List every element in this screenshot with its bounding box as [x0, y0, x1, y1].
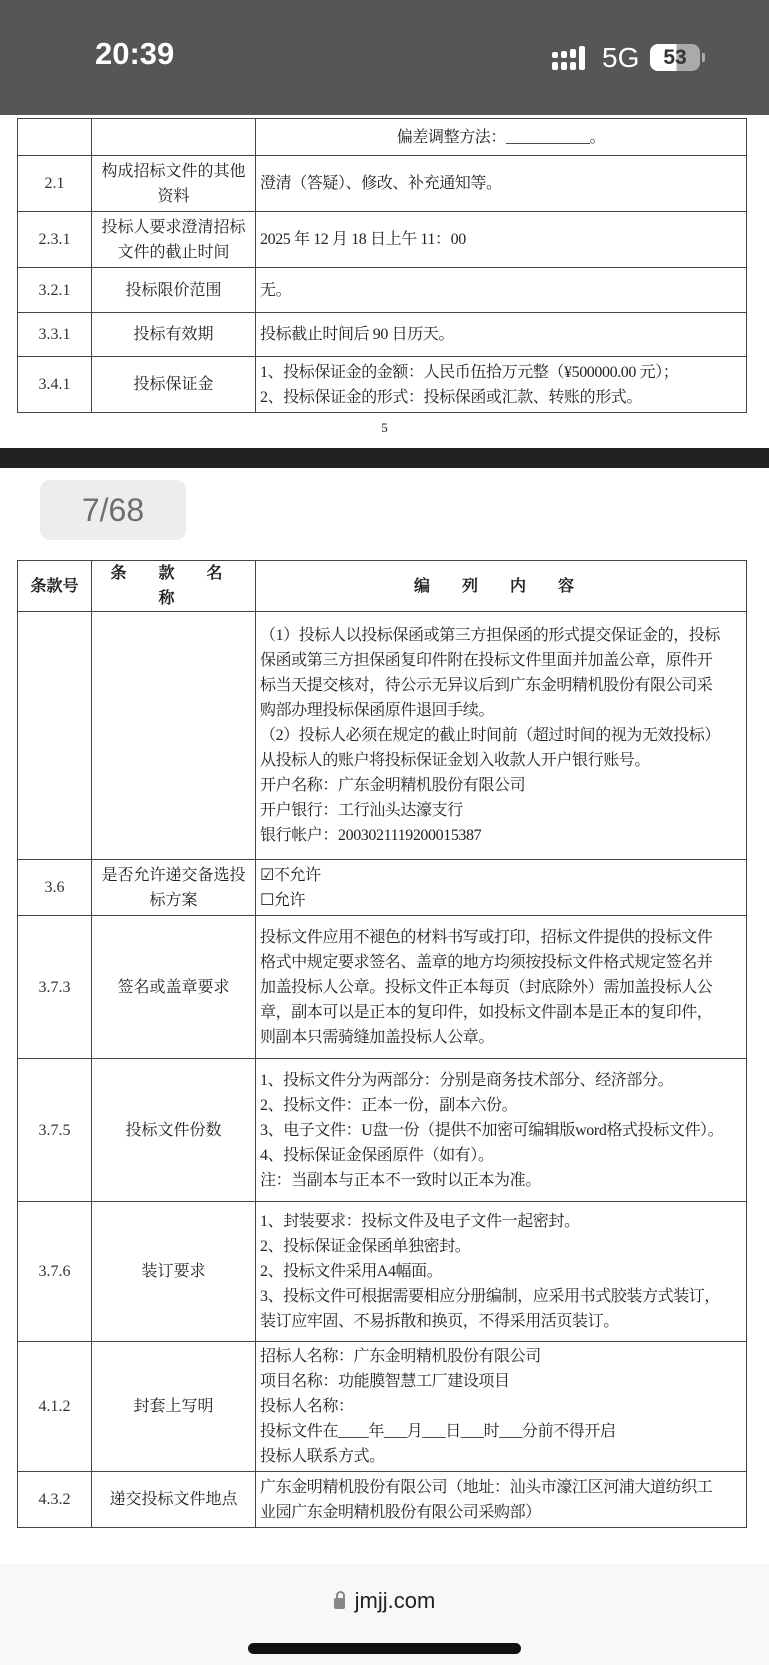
page-number: 5 — [381, 420, 388, 435]
clause-name — [92, 357, 256, 413]
content-line: 装订应牢固、不易拆散和换页，不得采用活页装订。 — [260, 1313, 619, 1330]
table-row — [18, 268, 747, 313]
clause-number: 3.2.1 — [18, 268, 92, 313]
clause-name-line: 投标限价范围 — [125, 281, 222, 299]
clause-content — [256, 268, 747, 313]
clause-name — [92, 313, 256, 357]
clause-name — [92, 916, 256, 1059]
content-line: 2、投标保证金的形式：投标保函或汇款、转账的形式。 — [260, 388, 643, 406]
table-row — [18, 1342, 747, 1472]
table-row — [18, 916, 747, 1059]
clause-number: 3.4.1 — [18, 357, 92, 413]
table-row — [18, 119, 747, 156]
clause-name-line: 投标人要求澄清招标 — [101, 218, 246, 236]
header-clause-number: 条款号 — [18, 561, 92, 612]
content-line: 澄清（答疑）、修改、补充通知等。 — [260, 175, 502, 192]
address-bar[interactable] — [0, 1588, 769, 1614]
content-line: 银行帐户：2003021119200015387 — [260, 827, 482, 844]
clause-name — [92, 268, 256, 313]
clause-name-line: 封套上写明 — [133, 1398, 214, 1415]
clause-content — [256, 1342, 747, 1472]
content-line: 投标截止时间后 90 日历天。 — [260, 326, 455, 343]
content-line: 开户名称：广东金明精机股份有限公司 — [260, 777, 526, 794]
content-line: （2）投标人必须在规定的截止时间前（超过时间的视为无效投标） — [260, 727, 721, 744]
clause-name — [92, 212, 256, 268]
table-row — [18, 1472, 747, 1528]
clause-name — [92, 156, 256, 212]
clock: 20:39 — [95, 36, 175, 71]
clause-name-line: 投标文件份数 — [125, 1121, 222, 1139]
content-line: 项目名称：功能膜智慧工厂建设项目 — [260, 1373, 510, 1390]
header-clause-name: 条 款 名 称 — [92, 561, 256, 612]
table-header-row — [18, 561, 747, 612]
content-line: ☐允许 — [260, 891, 306, 909]
battery-icon — [650, 44, 700, 71]
content-line: 格式中规定要求签名、盖章的地方均须按投标文件格式规定签名并 — [260, 953, 713, 971]
clause-name — [92, 119, 256, 156]
browser-bottom-bar — [0, 1564, 769, 1665]
content-line: 3、投标文件可根据需要相应分册编制，应采用书式胶装方式装订， — [260, 1288, 721, 1305]
clause-number: 4.1.2 — [18, 1342, 92, 1472]
content-line: 投标文件应用不褪色的材料书写或打印，招标文件提供的投标文件 — [260, 928, 713, 946]
content-line: 保函或第三方担保函复印件附在投标文件里面并加盖公章，原件开 — [260, 652, 713, 669]
content-line: 从投标人的账户将投标保证金划入收款人开户银行账号。 — [260, 752, 651, 769]
clause-number — [18, 612, 92, 860]
clause-content — [256, 612, 747, 860]
clause-content — [256, 119, 747, 156]
clause-name — [92, 1342, 256, 1472]
content-line: 广东金明精机股份有限公司（地址：汕头市濠江区河浦大道纺织工 — [260, 1478, 713, 1496]
clause-name — [92, 1472, 256, 1528]
table-row — [18, 860, 747, 916]
clause-number: 3.3.1 — [18, 313, 92, 357]
page-divider — [0, 448, 769, 468]
home-indicator[interactable] — [248, 1643, 521, 1654]
content-line: 招标人名称：广东金明精机股份有限公司 — [260, 1348, 541, 1365]
content-line: 投标人联系方式。 — [260, 1448, 385, 1465]
url-text: jmjj.com — [354, 1588, 436, 1613]
content-line: 2、投标保证金保函单独密封。 — [260, 1238, 471, 1255]
clause-content — [256, 1202, 747, 1342]
clause-number: 2.1 — [18, 156, 92, 212]
content-line: 1、投标文件分为两部分：分别是商务技术部分、经济部分。 — [260, 1071, 674, 1089]
content-line: 注：当副本与正本不一致时以正本为准。 — [260, 1171, 541, 1189]
clause-name — [92, 612, 256, 860]
header-content: 编 列 内 容 — [256, 561, 747, 612]
battery-level: 53 — [663, 46, 687, 69]
document-table-page6 — [17, 560, 747, 1528]
content-line: 2、投标文件采用A4幅面。 — [260, 1263, 443, 1280]
table-row — [18, 1202, 747, 1342]
content-line: 无。 — [260, 281, 292, 299]
clause-content — [256, 916, 747, 1059]
clause-content — [256, 313, 747, 357]
content-line: 加盖投标人公章。投标文件正本每页（封底除外）需加盖投标人公 — [260, 978, 713, 996]
table-row — [18, 313, 747, 357]
clause-content — [256, 156, 747, 212]
content-line: 则副本只需骑缝加盖投标人公章。 — [260, 1028, 495, 1046]
clause-name — [92, 1202, 256, 1342]
table-row — [18, 156, 747, 212]
table-row — [18, 212, 747, 268]
content-line: 3、电子文件：U盘一份（提供不加密可编辑版word格式投标文件）。 — [260, 1121, 724, 1139]
clause-name-line: 递交投标文件地点 — [109, 1491, 238, 1508]
content-line: ☑不允许 — [260, 866, 321, 884]
content-line: （1）投标人以投标保函或第三方担保函的形式提交保证金的，投标 — [260, 627, 721, 644]
clause-content — [256, 1059, 747, 1202]
clause-content — [256, 1472, 747, 1528]
clause-name-line: 投标保证金 — [133, 376, 214, 393]
content-line: 业园广东金明精机股份有限公司采购部） — [260, 1503, 541, 1521]
table-row — [18, 1059, 747, 1202]
content-line: 1、投标保证金的金额：人民币伍拾万元整（¥500000.00 元）； — [260, 363, 679, 381]
clause-name — [92, 860, 256, 916]
network-type: 5G — [602, 42, 640, 73]
table-row — [18, 357, 747, 413]
clause-content — [256, 212, 747, 268]
lock-icon — [334, 1598, 345, 1609]
clause-number: 2.3.1 — [18, 212, 92, 268]
clause-name-line: 投标有效期 — [133, 326, 214, 343]
clause-name-line: 文件的截止时间 — [117, 243, 230, 261]
clause-name-line: 标方案 — [149, 891, 198, 909]
clause-name-line: 签名或盖章要求 — [117, 978, 230, 996]
clause-number: 3.7.3 — [18, 916, 92, 1059]
content-line: 标当天提交核对，待公示无异议后到广东金明精机股份有限公司采 — [260, 677, 713, 694]
content-line: 2、投标文件：正本一份，副本六份。 — [260, 1096, 518, 1114]
clause-content — [256, 357, 747, 413]
content-line: 2025 年 12 月 18 日上午 11：00 — [260, 231, 466, 248]
clause-name-line: 构成招标文件的其他 — [101, 162, 246, 180]
content-line: 购部办理投标保函原件退回手续。 — [260, 702, 495, 719]
content-line: 开户银行：工行汕头达濠支行 — [260, 802, 463, 819]
clause-number: 3.6 — [18, 860, 92, 916]
clause-number: 4.3.2 — [18, 1472, 92, 1528]
clause-name — [92, 1059, 256, 1202]
content-line: 投标人名称： — [260, 1398, 354, 1415]
status-bar — [0, 0, 769, 115]
clause-name-line: 装订要求 — [141, 1263, 206, 1280]
clause-number: 3.7.6 — [18, 1202, 92, 1342]
clause-content — [256, 860, 747, 916]
content-line: 章，副本可以是正本的复印件，如投标文件副本是正本的复印件， — [260, 1003, 713, 1021]
page-counter: 7/68 — [40, 480, 186, 540]
document-table-page5 — [17, 118, 747, 413]
content-line: 投标文件在____年___月___日___时___分前不得开启 — [260, 1423, 616, 1440]
content-line: 4、投标保证金保函原件（如有）。 — [260, 1146, 494, 1164]
content-line: 1、封装要求：投标文件及电子文件一起密封。 — [260, 1213, 580, 1230]
clause-number — [18, 119, 92, 156]
clause-name-line: 资料 — [157, 187, 190, 205]
clause-number: 3.7.5 — [18, 1059, 92, 1202]
signal-icon — [552, 46, 592, 70]
clause-name-line: 是否允许递交备选投 — [101, 866, 246, 884]
table-row — [18, 612, 747, 860]
content-line: 偏差调整方法：___________。 — [396, 128, 606, 146]
